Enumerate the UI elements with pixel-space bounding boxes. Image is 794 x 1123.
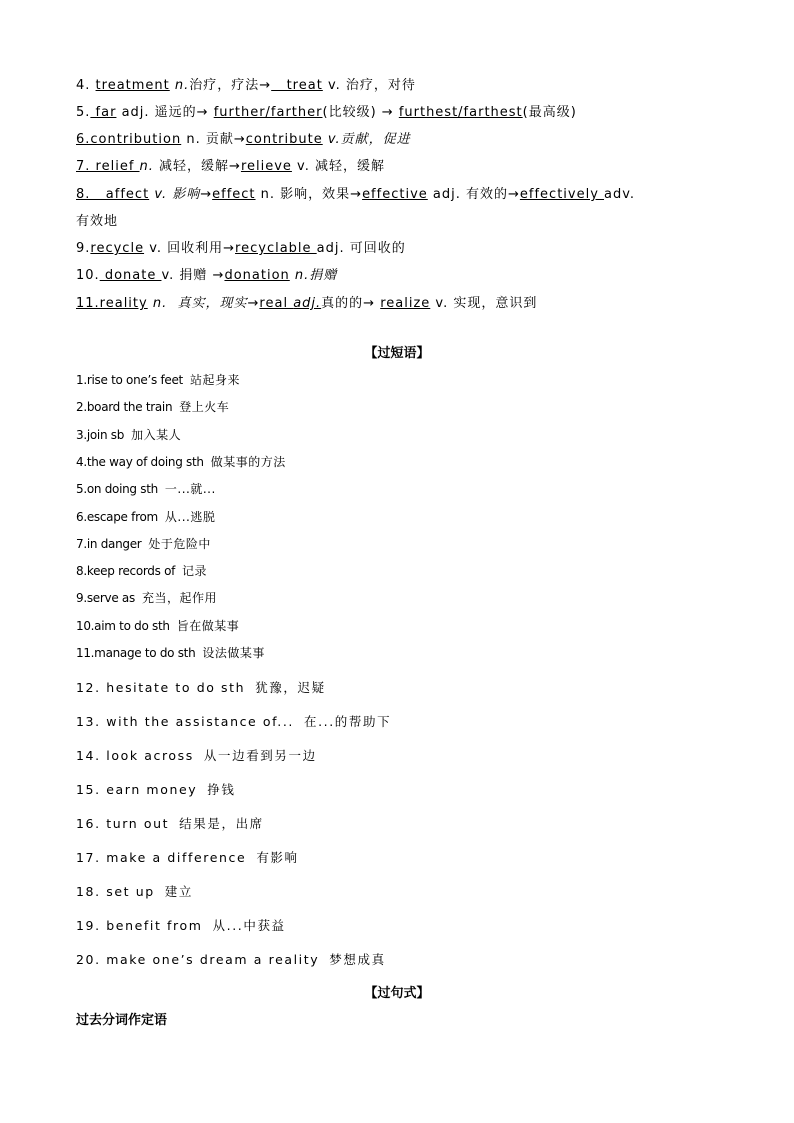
vocab-answer: effect [212, 187, 256, 202]
phrase-english: 5.on doing sth [76, 482, 158, 497]
vocab-text: 5. [76, 105, 91, 120]
phrase-chinese: 旨在做某事 [176, 618, 240, 633]
phrase-item [76, 537, 211, 552]
phrase-english: 18. set up [76, 884, 155, 899]
vocab-text: 9. [76, 241, 91, 256]
phrase-item [76, 850, 299, 866]
phrase-chinese: 犹豫，迟疑 [255, 680, 326, 695]
phrase-item [76, 646, 265, 661]
vocab-answer: 8. affect [76, 187, 150, 202]
vocab-answer: treatment [95, 78, 170, 93]
vocab-text: (最高级) [522, 105, 577, 120]
phrase-english: 2.board the train [76, 400, 173, 415]
phrase-item [76, 714, 391, 730]
phrase-item [76, 373, 240, 388]
phrase-english: 17. make a difference [76, 850, 247, 865]
phrase-chinese: 建立 [164, 884, 193, 899]
vocab-answer: adj. [293, 296, 322, 311]
phrase-item [76, 816, 264, 832]
phrase-english: 16. turn out [76, 816, 170, 831]
phrase-chinese: 挣钱 [207, 782, 236, 797]
vocab-text: 治疗，疗法→ [189, 78, 272, 93]
vocab-line [76, 268, 337, 284]
phrase-english: 1.rise to one’s feet [76, 373, 183, 387]
phrase-english: 13. with the assistance of... [76, 714, 294, 729]
vocab-text: v. 治疗，对待 [322, 78, 416, 93]
vocab-text: v.贡献，促进 [327, 132, 411, 147]
phrase-chinese: 从...中获益 [212, 918, 286, 933]
vocab-text: n. [139, 159, 154, 174]
vocab-line [76, 187, 635, 203]
vocab-answer: donate [99, 268, 162, 283]
vocab-answer: recycle [90, 241, 145, 256]
vocab-text: 10. [76, 268, 100, 283]
phrase-chinese: 设法做某事 [202, 646, 265, 660]
vocab-line [76, 241, 406, 257]
phrase-english: 12. hesitate to do sth [76, 680, 246, 695]
vocab-text: (比较级) → [322, 105, 399, 120]
phrase-chinese: 充当，起作用 [141, 591, 217, 606]
phrase-item [76, 455, 286, 470]
vocab-answer: contribute [245, 132, 323, 147]
phrase-item [76, 918, 286, 934]
vocab-text: adj. 可回收的 [316, 241, 406, 256]
vocab-line [76, 78, 416, 94]
phrase-english: 9.serve as [76, 591, 135, 606]
phrase-chinese: 在...的帮助下 [303, 714, 392, 729]
vocab-answer: effective [362, 187, 428, 202]
phrase-chinese: 处于危险中 [148, 536, 211, 551]
phrase-item [76, 591, 217, 606]
phrase-item [76, 782, 235, 798]
phrase-english: 11.manage to do sth [76, 646, 196, 660]
phrase-chinese: 做某事的方法 [210, 454, 286, 469]
sentences-heading: 【过句式】 [364, 986, 430, 1001]
phrase-english: 6.escape from [76, 509, 158, 524]
phrase-chinese: 加入某人 [131, 427, 182, 442]
phrase-item [76, 564, 207, 579]
vocab-text: → [247, 296, 260, 311]
phrase-english: 3.join sb [76, 427, 125, 442]
vocab-answer: 11.reality [76, 296, 148, 311]
vocab-answer: real [259, 296, 294, 311]
phrase-english: 19. benefit from [76, 918, 203, 933]
vocab-text: n. [152, 296, 168, 311]
phrase-chinese: 结果是，出席 [179, 816, 264, 831]
vocab-text: n. 影响，效果→ [255, 187, 363, 202]
vocab-text: n.捐赠 [294, 268, 338, 283]
vocab-answer: furthest/farthest [398, 105, 523, 120]
vocab-answer: realize [380, 296, 431, 311]
vocab-answer: donation [224, 268, 290, 283]
vocab-line [76, 214, 118, 230]
phrases-heading: 【过短语】 [364, 346, 430, 361]
vocab-answer: effectively [519, 187, 605, 202]
phrase-item [76, 680, 326, 696]
vocab-line [76, 296, 537, 312]
vocab-text: n. [174, 78, 190, 93]
phrase-english: 7.in danger [76, 536, 142, 551]
vocab-text: adj. 遥远的→ [116, 105, 214, 120]
vocab-text: 有效地 [76, 214, 119, 229]
vocab-answer: far [90, 105, 117, 120]
phrase-item [76, 619, 239, 634]
vocab-text: v. 回收利用→ [144, 241, 236, 256]
vocab-text: v. 影响 [154, 187, 201, 202]
phrase-english: 4.the way of doing sth [76, 454, 204, 469]
vocab-text: 减轻，缓解→ [153, 159, 241, 174]
vocab-text: v. 捐赠 → [161, 268, 225, 283]
vocab-answer: 7. relief [76, 159, 140, 174]
vocab-text [167, 296, 177, 311]
phrase-chinese: 从一边看到另一边 [203, 748, 317, 763]
vocab-answer: further/farther [213, 105, 323, 120]
phrase-english: 8.keep records of [76, 564, 176, 579]
phrase-item [76, 952, 386, 968]
vocab-text: 真的的→ [321, 296, 381, 311]
vocab-text: adv. [604, 187, 636, 202]
phrase-chinese: 登上火车 [179, 400, 230, 415]
vocab-text: v. 减轻，缓解 [291, 159, 386, 174]
phrase-item [76, 482, 216, 497]
phrase-english: 14. look across [76, 748, 194, 763]
phrase-english: 15. earn money [76, 782, 198, 797]
phrase-chinese: 一...就... [164, 482, 216, 497]
vocab-text: v. 实现，意识到 [430, 296, 538, 311]
phrase-english: 20. make one’s dream a reality [76, 952, 320, 967]
vocab-answer: treat [271, 78, 323, 93]
phrase-item [76, 400, 229, 415]
vocab-answer: 6.contribution [76, 132, 182, 147]
vocab-line [76, 159, 385, 175]
vocab-line [76, 105, 577, 121]
vocab-text: 4. [76, 78, 96, 93]
phrase-chinese: 有影响 [256, 850, 299, 865]
phrase-item [76, 884, 193, 900]
vocab-answer: relieve [240, 159, 292, 174]
phrase-chinese: 站起身来 [189, 373, 240, 387]
vocab-text: adj. 有效的→ [427, 187, 520, 202]
phrase-chinese: 记录 [182, 564, 208, 579]
vocab-text: 真实，现实 [177, 296, 248, 311]
section-subheading: 过去分词作定语 [76, 1013, 168, 1028]
vocab-answer: recyclable [235, 241, 317, 256]
phrase-item [76, 748, 317, 764]
phrase-english: 10.aim to do sth [76, 618, 170, 633]
phrase-chinese: 从...逃脱 [164, 509, 216, 524]
vocab-text: n. 贡献→ [181, 132, 246, 147]
vocab-text: → [200, 187, 213, 202]
phrase-item [76, 428, 181, 443]
phrase-item [76, 510, 215, 525]
vocab-line [76, 132, 411, 148]
phrase-chinese: 梦想成真 [329, 952, 386, 967]
